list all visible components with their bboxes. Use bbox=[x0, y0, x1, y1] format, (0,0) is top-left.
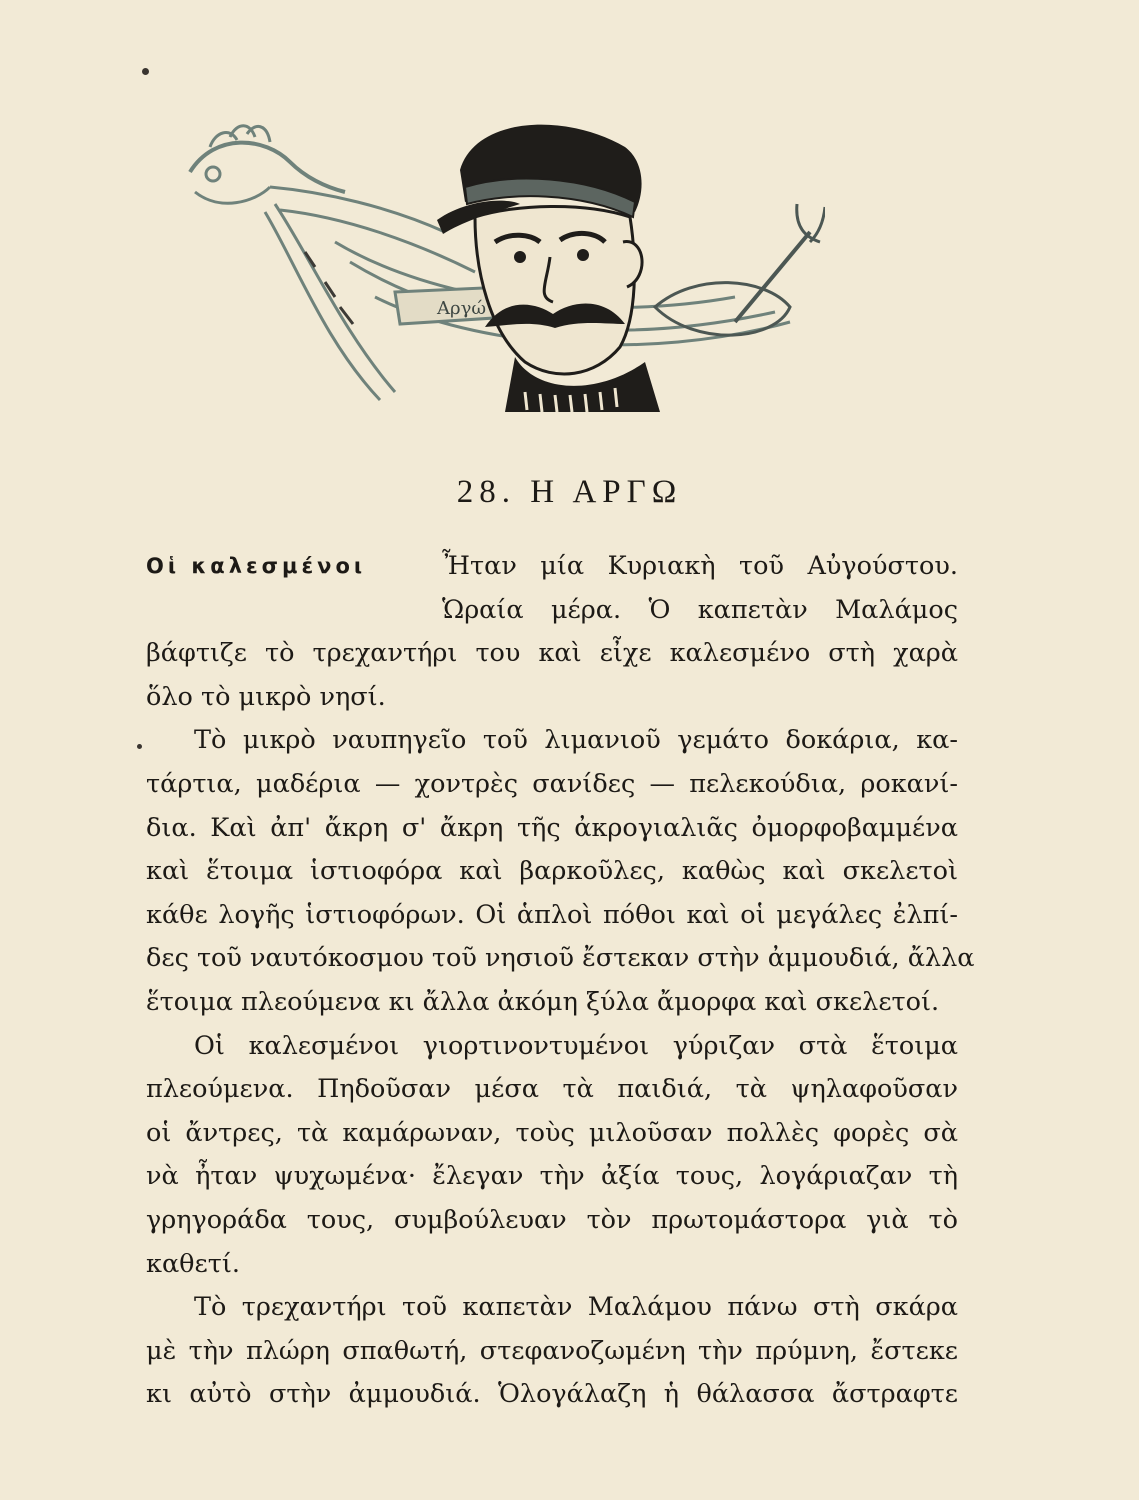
side-heading: Οἱ καλεσμένοι bbox=[146, 554, 367, 578]
ink-speck bbox=[137, 744, 142, 749]
text-line: δες τοῦ ναυτόκοσμου τοῦ νησιοῦ ἔστεκαν στὴν ἀμμουδιά, ἄλλα bbox=[146, 943, 975, 974]
text-line: οἱ ἄντρες, τὰ καμάρωναν, τοὺς μιλοῦσαν πολλὲς φορὲς σὰ bbox=[146, 1117, 958, 1148]
text-line: πλεούμενα. Πηδοῦσαν μέσα τὰ παιδιά, τὰ ψηλαφοῦσαν bbox=[146, 1074, 958, 1105]
text-line: ὅλο τὸ μικρὸ νησί. bbox=[146, 681, 386, 712]
text-line: Τὸ τρεχαντήρι τοῦ καπετὰν Μαλάμου πάνω στὴ σκάρα bbox=[194, 1292, 958, 1323]
text-line: καὶ ἕτοιμα ἱστιοφόρα καὶ βαρκοῦλες, καθὼς καὶ σκελετοὶ bbox=[146, 856, 958, 887]
text-line: Τὸ μικρὸ ναυπηγεῖο τοῦ λιμανιοῦ γεμάτο δοκάρια, κα- bbox=[194, 725, 958, 756]
text-line: Οἱ καλεσμένοι γιορτινοντυμένοι γύριζαν στὰ ἕτοιμα bbox=[194, 1030, 958, 1061]
text-line: νὰ ἦταν ψυχωμένα· ἔλεγαν τὴν ἀξία τους, λογάριαζαν τὴ bbox=[146, 1161, 958, 1192]
text-line: καθετί. bbox=[146, 1248, 240, 1279]
text-line: γρηγοράδα τους, συμβούλευαν τὸν πρωτομάστορα γιὰ τὸ bbox=[146, 1204, 958, 1235]
text-line: κι αὐτὸ στὴν ἀμμουδιά. Ὁλογάλαζη ἡ θάλασσα ἄστραφτε bbox=[146, 1379, 958, 1410]
chapter-body bbox=[146, 545, 975, 1417]
text-line: βάφτιζε τὸ τρεχαντήρι του καὶ εἶχε καλεσμένο στὴ χαρὰ bbox=[146, 638, 958, 669]
boat-nameplate: Αργώ bbox=[437, 298, 487, 319]
ink-speck bbox=[142, 68, 149, 75]
paragraph-4 bbox=[146, 1286, 958, 1417]
text-line: ἕτοιμα πλεούμενα κι ἄλλα ἀκόμη ξύλα ἄμορφα καὶ σκελετοί. bbox=[146, 986, 940, 1017]
paragraph-2 bbox=[146, 719, 975, 1024]
paragraph-1 bbox=[146, 545, 958, 719]
captain-illustration bbox=[175, 92, 825, 422]
text-line: δια. Καὶ ἀπ' ἄκρη σ' ἄκρη τῆς ἀκρογιαλιᾶς ὀμορφοβαμμένα bbox=[146, 812, 958, 843]
text-line: τάρτια, μαδέρια — χοντρὲς σανίδες — πελεκούδια, ροκανί- bbox=[146, 768, 958, 799]
text-line: Ἦταν μία Κυριακὴ τοῦ Αὐγούστου. bbox=[442, 551, 958, 581]
text-line: κάθε λογῆς ἱστιοφόρων. Οἱ ἁπλοὶ πόθοι καὶ οἱ μεγάλες ἐλπί- bbox=[146, 899, 958, 930]
text-line: μὲ τὴν πλώρη σπαθωτή, στεφανοζωμένη τὴν πρύμνη, ἔστεκε bbox=[146, 1335, 958, 1366]
text-line: Ὡραία μέρα. Ὁ καπετὰν Μαλάμος bbox=[442, 594, 958, 625]
paragraph-3 bbox=[146, 1025, 958, 1287]
chapter-title: 28. Η ΑΡΓΩ bbox=[456, 474, 683, 510]
